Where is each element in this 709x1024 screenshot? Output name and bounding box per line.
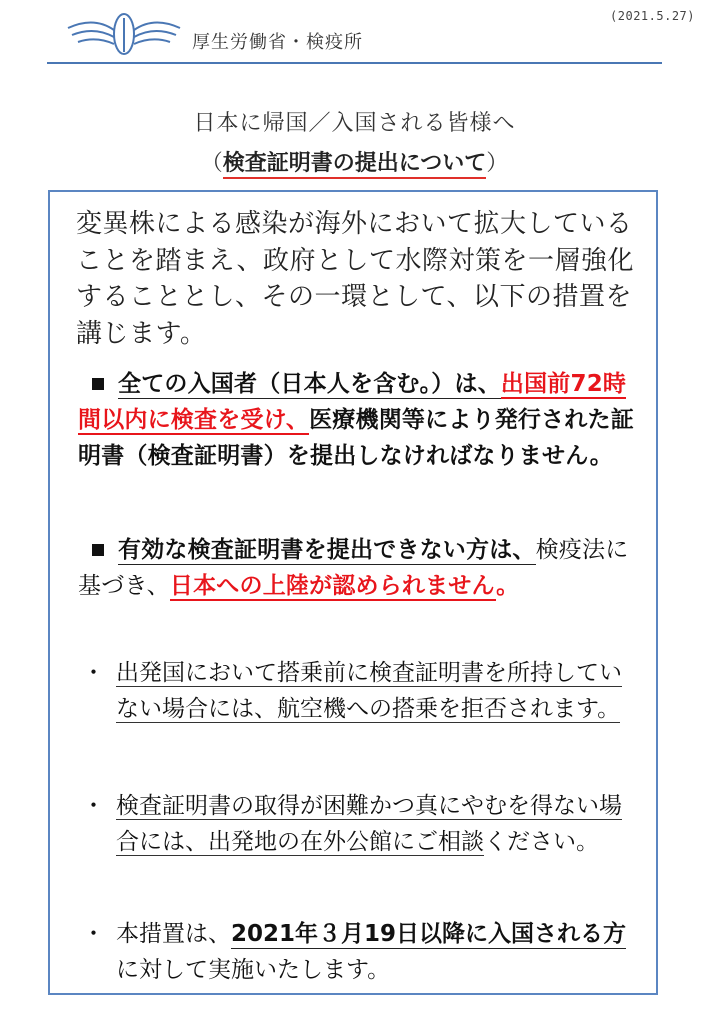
notice1-rest: 医療機関等により発行された証明書（検査証明書）を提出しなければなりません。: [78, 407, 634, 469]
bullet-boarding-refusal: [82, 655, 642, 727]
subtitle-open: （: [200, 151, 223, 176]
notice2-plain: 検疫法に基づき、: [78, 537, 629, 599]
bullet-consult-embassy: [82, 788, 642, 860]
bullet-dot: ・: [82, 793, 105, 819]
notice2-end: 。: [496, 573, 520, 599]
date-stamp: (2021.5.27): [610, 9, 695, 23]
notice1-red: 出国前72時間以内に検査を受け、: [78, 371, 627, 433]
bullet2-text-b: 在外公館にご相談: [300, 829, 484, 855]
bullet-effective-date: [82, 916, 642, 988]
notice2-lead: 有効な検査証明書を提出できない方は、: [118, 537, 536, 563]
page-title: 日本に帰国／入国される皆様へ: [193, 111, 516, 136]
square-bullet-icon: [92, 544, 104, 556]
header: [64, 8, 664, 64]
intro-paragraph: 変異株による感染が海外において拡大していることを踏まえ、政府として水際対策を一層強化することとし、その一環として、以下の措置を講じます。: [76, 209, 635, 349]
bullet2-text-a: 検査証明書の取得が困難かつ真にやむを得ない場合には、出発地の: [116, 793, 622, 855]
ministry-name: 厚生労働省・検疫所: [192, 32, 363, 53]
bullet3-text-a: 本措置は、: [116, 921, 231, 947]
notice-all-entrants: [78, 366, 648, 474]
notice-no-certificate: [78, 532, 648, 604]
quarantine-emblem-icon: [64, 8, 184, 64]
header-divider: [47, 62, 662, 64]
subtitle-close: ）: [486, 151, 509, 176]
page-subtitle: [0, 146, 709, 177]
bullet3-text-c: に対して実施いたします。: [116, 957, 391, 983]
square-bullet-icon: [92, 378, 104, 390]
bullet1-text: 出発国において搭乗前に検査証明書を所持していない場合には、航空機への搭乗を拒否されます。: [116, 660, 622, 722]
subtitle-bold: 検査証明書の提出について: [223, 151, 487, 179]
bullet-dot: ・: [82, 921, 105, 947]
notice2-red: 日本への上陸が認められません: [169, 573, 497, 599]
notice1-lead: 全ての入国者（日本人を含む。）は、: [118, 371, 501, 397]
bullet-dot: ・: [82, 660, 105, 686]
bullet3-bold: 2021年３月19日以降に入国される方: [231, 921, 627, 947]
bullet2-text-c: ください。: [484, 829, 599, 855]
